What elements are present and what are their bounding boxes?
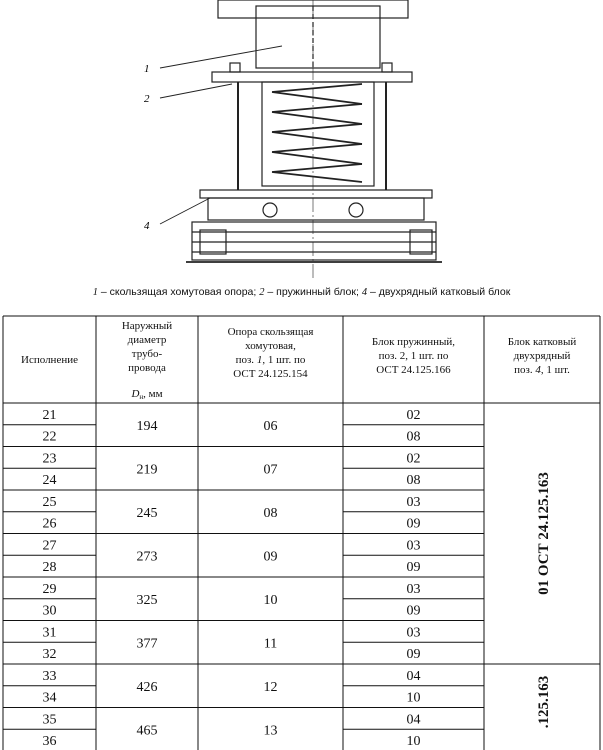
header-support-line: ОСТ 24.125.154 [233,368,308,380]
cell-spring-block: 08 [406,473,421,489]
header-diameter-line: диаметр [127,334,167,346]
cell-diameter: 194 [136,418,158,434]
cell-roller-block-1: 01 ОСТ 24.125.163 [536,472,552,595]
cell-spring-block: 08 [406,429,421,445]
cell-ispolnenie: 30 [42,603,57,619]
cell-ispolnenie: 28 [42,560,57,576]
cell-spring-block: 03 [406,538,421,554]
callout-1: 1 [144,63,150,75]
cell-spring-block: 09 [406,603,421,619]
cell-diameter: 465 [136,723,158,739]
cell-ispolnenie: 24 [42,473,57,489]
cell-spring-block: 09 [406,516,421,532]
cell-spring-block: 04 [406,712,421,728]
cell-ispolnenie: 34 [42,690,57,706]
cell-ispolnenie: 35 [42,712,57,728]
cell-ispolnenie: 33 [42,668,57,684]
cell-ispolnenie: 23 [42,451,57,467]
header-ispolnenie: Исполнение [21,354,78,366]
header-diameter-line: Наружный [121,320,173,332]
cell-spring-block: 10 [406,734,421,750]
cell-support: 07 [263,462,278,478]
clamp-support-body [256,6,380,68]
cell-diameter: 219 [136,462,158,478]
header-roller-pos: поз. 4, 1 шт. [514,364,570,376]
cell-ispolnenie: 29 [42,581,57,597]
cell-spring-block: 09 [406,560,421,576]
header-support-line: Опора скользящая [227,326,314,338]
header-diameter-line: провода [128,362,166,374]
cell-ispolnenie: 26 [42,516,57,532]
cell-diameter: 426 [136,679,158,695]
header-spring-line: Блок пружинный, [371,336,456,348]
header-roller-line: двухрядный [513,350,571,362]
cell-spring-block: 04 [406,668,421,684]
cell-support: 06 [263,418,278,434]
cell-diameter: 273 [136,549,158,565]
callout-2: 2 [144,93,150,105]
cell-ispolnenie: 22 [42,429,57,445]
cell-roller-block-2: .125.163 [536,675,552,729]
cell-support: 09 [263,549,278,565]
cell-ispolnenie: 32 [42,647,57,663]
cell-spring-block: 03 [406,494,421,510]
header-spring-line: ОСТ 24.125.166 [376,364,451,376]
spring-coils [272,84,362,182]
cell-ispolnenie: 31 [42,625,57,641]
cell-spring-block: 10 [406,690,421,706]
cell-spring-block: 02 [406,451,421,467]
header-support-line: хомутовая, [245,340,296,352]
cell-spring-block: 09 [406,647,421,663]
cell-support: 10 [263,592,278,608]
cell-support: 11 [263,636,278,652]
specification-table [0,315,603,750]
upper-plate [212,72,412,82]
cell-ispolnenie: 25 [42,494,57,510]
callout-4: 4 [144,220,150,232]
header-support-pos: поз. 1, 1 шт. по [235,354,306,366]
header-spring-line: поз. 2, 1 шт. по [378,350,449,362]
cell-support: 13 [263,723,278,739]
header-roller-line: Блок катковый [507,336,577,348]
header-diameter-unit: Dн, мм [131,388,163,401]
cell-spring-block: 03 [406,581,421,597]
cell-ispolnenie: 21 [42,407,57,423]
cell-support: 08 [263,505,278,521]
roller-block [192,222,436,260]
cell-ispolnenie: 27 [42,538,57,554]
cell-spring-block: 02 [406,407,421,423]
cell-diameter: 245 [136,505,158,521]
figure-caption: 1 – скользящая хомутовая опора; 2 – пружинный блок; 4 – двухрядный катковый блок [92,286,511,298]
lower-plate [200,190,432,198]
header-diameter-line: трубо- [131,348,163,360]
cell-diameter: 377 [136,636,158,652]
cell-diameter: 325 [136,592,158,608]
cell-spring-block: 03 [406,625,421,641]
cell-support: 12 [263,679,278,695]
support-assembly-drawing [0,0,603,300]
cell-ispolnenie: 36 [42,734,57,750]
